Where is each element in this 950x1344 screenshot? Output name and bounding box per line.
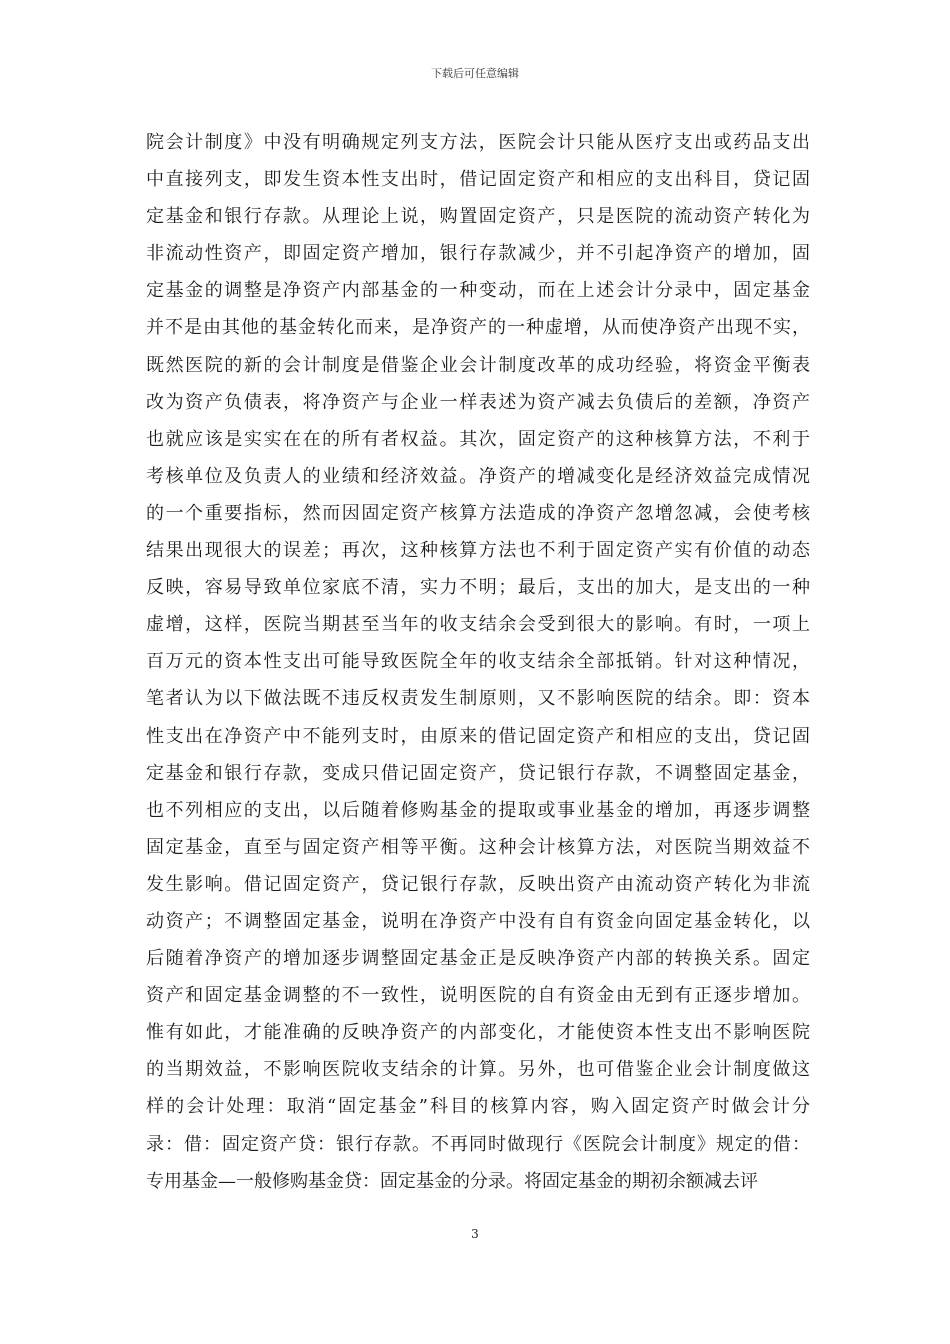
- body-line-2: 中直接列支，即发生资本性支出时，借记固定资产和相应的支出科目，贷记固: [146, 169, 810, 191]
- body-line-27: 样的会计处理：取消“固定基金”科目的核算内容，购入固定资产时做会计分: [146, 1096, 810, 1118]
- body-line-4: 非流动性资产，即固定资产增加，银行存款减少，并不引起净资产的增加，固: [146, 243, 810, 265]
- body-line-24: 资产和固定基金调整的不一致性，说明医院的自有资金由无到有正逐步增加。: [146, 985, 810, 1007]
- body-line-8: 改为资产负债表，将净资产与企业一样表述为资产减去负债后的差额，净资产: [146, 391, 810, 413]
- page-header: 下载后可任意编辑: [431, 67, 519, 80]
- body-line-7: 既然医院的新的会计制度是借鉴企业会计制度改革的成功经验，将资金平衡表: [146, 354, 810, 376]
- body-line-19: 也不列相应的支出，以后随着修购基金的提取或事业基金的增加，再逐步调整: [146, 799, 810, 821]
- body-line-10: 考核单位及负责人的业绩和经济效益。净资产的增减变化是经济效益完成情况: [146, 465, 810, 487]
- body-line-14: 虚增，这样，医院当期甚至当年的收支结余会受到很大的影响。有时，一项上: [146, 614, 810, 636]
- body-line-17: 性支出在净资产中不能列支时，由原来的借记固定资产和相应的支出，贷记固: [146, 725, 810, 747]
- body-line-11: 的一个重要指标，然而因固定资产核算方法造成的净资产忽增忽减，会使考核: [146, 502, 810, 524]
- body-line-26: 的当期效益，不影响医院收支结余的计算。另外，也可借鉴企业会计制度做这: [146, 1059, 810, 1081]
- document-body: [146, 124, 810, 1200]
- body-line-29: 专用基金—一般修购基金贷：固定基金的分录。将固定基金的期初余额减去评: [146, 1170, 758, 1192]
- body-line-18: 定基金和银行存款，变成只借记固定资产，贷记银行存款，不调整固定基金，: [146, 762, 810, 784]
- body-line-20: 固定基金，直至与固定资产相等平衡。这种会计核算方法，对医院当期效益不: [146, 836, 810, 858]
- page-number: 3: [471, 1227, 479, 1241]
- body-line-6: 并不是由其他的基金转化而来，是净资产的一种虚增，从而使净资产出现不实，: [146, 317, 810, 339]
- body-line-12: 结果出现很大的误差；再次，这种核算方法也不利于固定资产实有价值的动态: [146, 540, 810, 562]
- body-line-9: 也就应该是实实在在的所有者权益。其次，固定资产的这种核算方法，不利于: [146, 428, 810, 450]
- body-line-23: 后随着净资产的增加逐步调整固定基金正是反映净资产内部的转换关系。固定: [146, 948, 810, 970]
- body-line-22: 动资产；不调整固定基金，说明在净资产中没有自有资金向固定基金转化，以: [146, 910, 810, 932]
- body-line-28: 录：借：固定资产贷：银行存款。不再同时做现行《医院会计制度》规定的借：: [146, 1133, 810, 1155]
- body-line-13: 反映，容易导致单位家底不清，实力不明；最后，支出的加大，是支出的一种: [146, 577, 810, 599]
- body-line-5: 定基金的调整是净资产内部基金的一种变动，而在上述会计分录中，固定基金: [146, 280, 810, 302]
- body-line-15: 百万元的资本性支出可能导致医院全年的收支结余全部抵销。针对这种情况，: [146, 651, 810, 673]
- body-line-3: 定基金和银行存款。从理论上说，购置固定资产，只是医院的流动资产转化为: [146, 206, 810, 228]
- body-line-1: 院会计制度》中没有明确规定列支方法，医院会计只能从医疗支出或药品支出: [146, 132, 810, 153]
- body-line-21: 发生影响。借记固定资产，贷记银行存款，反映出资产由流动资产转化为非流: [146, 873, 810, 895]
- body-line-25: 惟有如此，才能准确的反映净资产的内部变化，才能使资本性支出不影响医院: [146, 1022, 810, 1044]
- body-line-16: 笔者认为以下做法既不违反权责发生制原则，又不影响医院的结余。即：资本: [146, 688, 810, 710]
